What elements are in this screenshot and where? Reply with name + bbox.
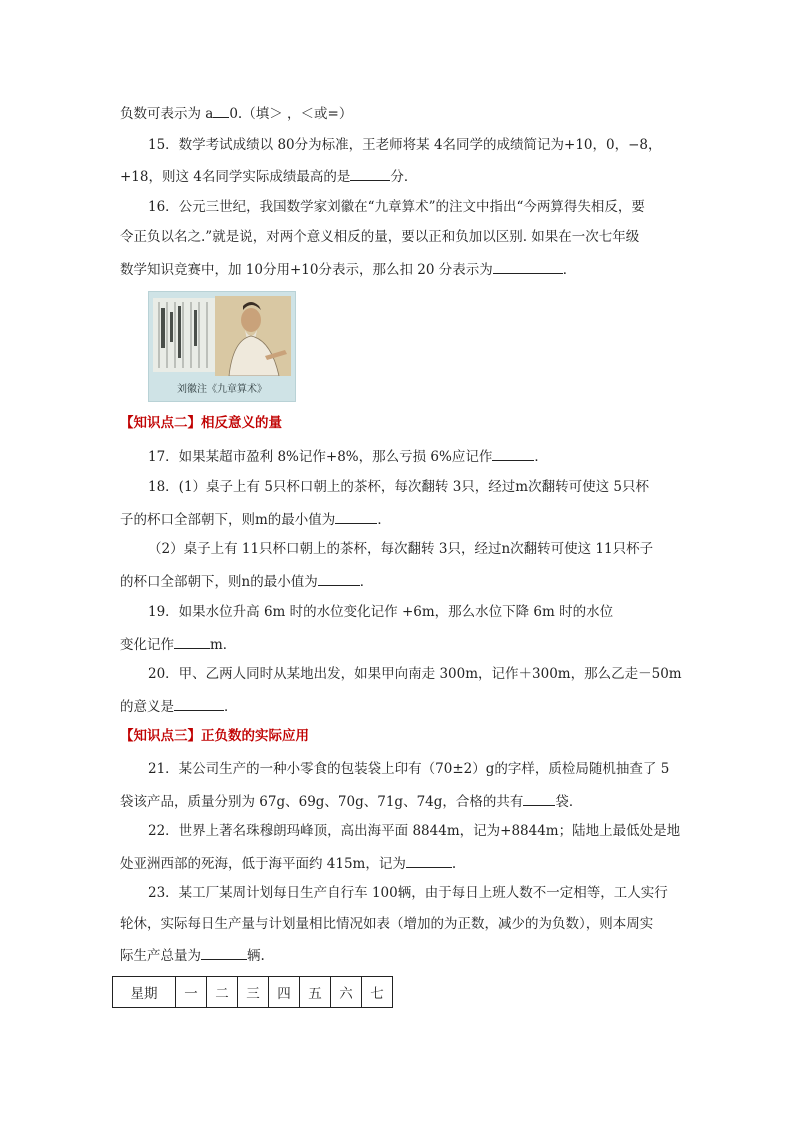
q23-line-3 — [120, 945, 265, 965]
text: ． — [562, 262, 577, 278]
text: 数学知识竞赛中，加 10分用+10分表示，那么扣 20 分表示为 — [120, 262, 493, 278]
q16-line-3 — [120, 259, 576, 279]
section-heading-3: 【知识点三】正负数的实际应用 — [120, 728, 309, 744]
answer-blank — [174, 696, 224, 711]
ancient-book-image — [153, 298, 215, 372]
table-header-cell: 星期 — [113, 977, 176, 1008]
text: 的意义是 — [120, 699, 174, 715]
q20-line-2 — [120, 696, 238, 716]
table-day-cell: 六 — [331, 977, 362, 1008]
table-day-cell: 四 — [269, 977, 300, 1008]
q21-line-1: 21．某公司生产的一种小零食的包装袋上印有（70±2）g的字样，质检局随机抽查了 5 — [148, 761, 670, 777]
text: 分． — [390, 169, 418, 185]
q19-line-1: 19．如果水位升高 6m 时的水位变化记作 +6m，那么水位下降 6m 时的水位 — [148, 604, 614, 620]
answer-blank — [523, 791, 555, 806]
text: 子的杯口全部朝下，则m的最小值为 — [120, 512, 336, 528]
table-day-cell: 三 — [238, 977, 269, 1008]
q17-line — [148, 446, 548, 466]
production-table — [112, 976, 393, 1008]
text: . — [451, 856, 457, 872]
q20-line-1: 20．甲、乙两人同时从某地出发，如果甲向南走 300m，记作＋300m，那么乙走－50m — [148, 666, 682, 682]
text: 际生产总量为 — [120, 948, 201, 964]
text: 袋． — [555, 794, 583, 810]
q14-tail-line — [120, 103, 352, 123]
q18-line-1: 18．(1）桌子上有 5只杯口朝上的茶杯，每次翻转 3只，经过m次翻转可使这 5只杯 — [148, 479, 649, 495]
q18-line-3: （2）桌子上有 11只杯口朝上的茶杯，每次翻转 3只，经过n次翻转可使这 11只杯子 — [148, 541, 654, 557]
text: 处亚洲西部的死海，低于海平面约 415m，记为 — [120, 856, 406, 872]
q21-line-2 — [120, 791, 582, 811]
q22-line-2 — [120, 853, 456, 873]
q15-line-1: 15．数学考试成绩以 80分为标准，王老师将某 4名同学的成绩简记为+10，0，−8， — [148, 137, 662, 153]
q18-line-2 — [120, 509, 391, 529]
q23-line-2: 轮休，实际每日生产量与计划量相比情况如表（增加的为正数，减少的为负数），则本周实 — [120, 916, 654, 932]
text: ． — [224, 699, 238, 715]
q23-line-1: 23．某工厂某周计划每日生产自行车 100辆，由于每日上班人数不一定相等，工人实行 — [148, 885, 668, 901]
text: +18，则这 4名同学实际成绩最高的是 — [120, 169, 351, 185]
text: 的杯口全部朝下，则n的最小值为 — [120, 574, 318, 590]
answer-blank — [493, 259, 563, 274]
section-heading-2: 【知识点二】相反意义的量 — [120, 415, 282, 431]
answer-blank — [318, 571, 360, 586]
q18-line-4 — [120, 571, 373, 591]
table-day-cell: 七 — [362, 977, 393, 1008]
text: 变化记作 — [120, 637, 174, 653]
q16-line-2: 令正负以名之.”就是说，对两个意义相反的量，要以正和负加以区别. 如果在一次七年级 — [120, 229, 640, 245]
text: ． — [359, 574, 374, 590]
text: 17．如果某超市盈利 8%记作+8%，那么亏损 6%应记作 — [148, 449, 493, 465]
text: ． — [534, 449, 548, 465]
text: m． — [210, 637, 237, 653]
answer-blank — [213, 103, 229, 118]
text: 负数可表示为 a — [120, 106, 214, 122]
q19-line-2 — [120, 634, 236, 654]
table-day-cell: 五 — [300, 977, 331, 1008]
q15-line-2 — [120, 166, 417, 186]
q16-line-1: 16．公元三世纪，我国数学家刘徽在“九章算术”的注文中指出“今两算得失相反，要 — [148, 199, 645, 215]
answer-blank — [201, 945, 247, 960]
answer-blank — [350, 166, 390, 181]
table-day-cell: 一 — [176, 977, 207, 1008]
text: 袋该产品，质量分别为 67g、69g、70g、71g、74g，合格的共有 — [120, 794, 524, 810]
liu-hui-portrait-image — [215, 296, 291, 376]
liu-hui-figure — [148, 291, 296, 402]
answer-blank — [335, 509, 377, 524]
figure-caption: 刘徽注《九章算术》 — [177, 384, 267, 395]
answer-blank — [492, 446, 534, 461]
q22-line-1: 22．世界上著名珠穆朗玛峰顶，高出海平面 8844m，记为+8844m；陆地上最低处是地 — [148, 823, 681, 839]
text: 辆. — [247, 948, 265, 964]
text: ． — [377, 512, 391, 528]
table-row — [113, 977, 393, 1008]
answer-blank — [406, 853, 452, 868]
table-day-cell: 二 — [207, 977, 238, 1008]
text: 0.（填＞ ，＜或=） — [229, 106, 353, 122]
answer-blank — [174, 634, 210, 649]
